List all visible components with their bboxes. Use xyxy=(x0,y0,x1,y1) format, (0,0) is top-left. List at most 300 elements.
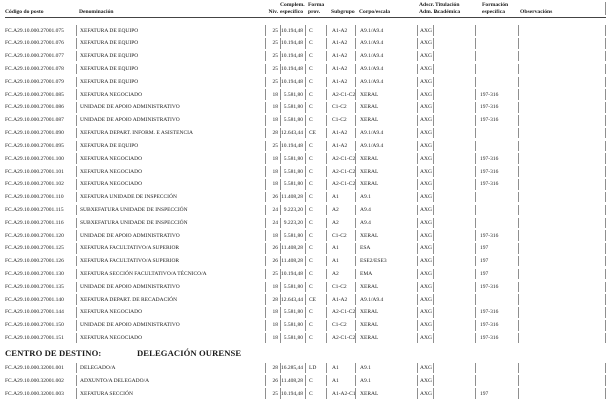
table-row xyxy=(5,204,606,217)
cell-corpo-escala: XERAL xyxy=(355,89,417,100)
header-adscr-adm-p-line2: Adm. P. xyxy=(419,8,438,15)
cell-forma-prov: C xyxy=(305,218,326,229)
cell-denominacion: SUBXEFATURA UNIDADE DE INSPECCIÓN xyxy=(76,205,265,216)
cell-forma-prov: LD xyxy=(305,363,326,374)
cell-niv: 25 xyxy=(265,269,280,280)
cell-observacions xyxy=(518,77,606,88)
cell-forma-prov: C xyxy=(305,307,326,318)
cell-observacions xyxy=(518,243,606,254)
cell-corpo-escala: A9.1/A9.4 xyxy=(355,51,417,62)
header-denominacion-line2: Denominación xyxy=(79,8,114,15)
header-complem-especifico xyxy=(280,2,305,15)
cell-niv: 25 xyxy=(265,141,280,152)
cell-codigo: FC.A29.10.000.27001.101 xyxy=(5,168,64,175)
cell-titulacion-academica xyxy=(433,128,475,139)
cell-forma-prov: C xyxy=(305,64,326,75)
cell-titulacion-academica xyxy=(433,179,475,190)
cell-codigo: FC.A29.10.000.27001.150 xyxy=(5,322,64,329)
cell-corpo-escala: A9.1 xyxy=(355,192,417,203)
table-row xyxy=(5,165,606,178)
cell-titulacion-academica xyxy=(433,141,475,152)
cell-corpo-escala: A9.1/A9.4 xyxy=(355,141,417,152)
cell-formacion-especifica: 197-316 xyxy=(475,153,518,164)
cell-denominacion: XEFATURA FACULTATIVO/A SUPERIOR xyxy=(76,256,265,267)
cell-corpo-escala: A9.1/A9.4 xyxy=(355,64,417,75)
cell-subgrupo: A2 xyxy=(326,205,355,216)
cell-titulacion-academica xyxy=(433,89,475,100)
cell-subgrupo: A1 xyxy=(326,363,355,374)
cell-subgrupo: A2-C1-C2 xyxy=(326,166,355,177)
cell-observacions xyxy=(518,141,606,152)
cell-denominacion: XEFATURA DE EQUIPO xyxy=(76,141,265,152)
cell-complem-especifico: 5.581,80 xyxy=(280,307,305,318)
cell-subgrupo: A2 xyxy=(326,218,355,229)
cell-titulacion-academica xyxy=(433,333,475,344)
header-corpo-escala xyxy=(355,2,417,15)
cell-formacion-especifica: 197 xyxy=(475,269,518,280)
cell-observacions xyxy=(518,218,606,229)
table-row xyxy=(5,88,606,101)
header-subgrupo-line1 xyxy=(331,2,355,9)
header-niv xyxy=(265,2,280,15)
header-titulacion-academica-line1: Titulación xyxy=(435,2,460,8)
cell-titulacion-academica xyxy=(433,294,475,305)
header-formacion-especifica xyxy=(475,2,518,15)
cell-forma-prov: CE xyxy=(305,128,326,139)
header-complem-especifico-line2: específico xyxy=(280,8,303,15)
cell-observacions xyxy=(518,363,606,374)
cell-codigo: FC.A29.10.000.27001.077 xyxy=(5,53,64,60)
cell-denominacion: XEFATURA NEGOCIADO xyxy=(76,333,265,344)
table-row xyxy=(5,387,606,400)
cell-observacions xyxy=(518,375,606,386)
cell-formacion-especifica xyxy=(475,25,518,36)
cell-adscr-adm-p: AXG xyxy=(417,115,433,126)
cell-observacions xyxy=(518,192,606,203)
cell-titulacion-academica xyxy=(433,282,475,293)
cell-niv: 26 xyxy=(265,375,280,386)
table-row xyxy=(5,374,606,387)
cell-corpo-escala: A9.4 xyxy=(355,218,417,229)
cell-adscr-adm-p: AXG xyxy=(417,153,433,164)
table-body xyxy=(5,18,606,400)
cell-adscr-adm-p: AXG xyxy=(417,141,433,152)
cell-complem-especifico: 5.581,80 xyxy=(280,102,305,113)
cell-titulacion-academica xyxy=(433,166,475,177)
table-row xyxy=(5,127,606,140)
cell-observacions xyxy=(518,205,606,216)
cell-corpo-escala: XERAL xyxy=(355,102,417,113)
cell-denominacion: ADXUNTO/A DELEGADO/A xyxy=(76,375,265,386)
cell-denominacion: XEFATURA NEGOCIADO xyxy=(76,179,265,190)
cell-niv: 25 xyxy=(265,38,280,49)
cell-observacions xyxy=(518,320,606,331)
header-corpo-escala-line2: Corpo/escala xyxy=(359,8,391,15)
cell-observacions xyxy=(518,51,606,62)
cell-codigo: FC.A29.10.000.27001.110 xyxy=(5,194,64,201)
cell-subgrupo: A1-A2 xyxy=(326,38,355,49)
cell-complem-especifico: 10.194,48 xyxy=(280,38,305,49)
cell-adscr-adm-p: AXG xyxy=(417,38,433,49)
cell-titulacion-academica xyxy=(433,269,475,280)
cell-codigo: FC.A29.10.000.27001.135 xyxy=(5,283,64,290)
cell-forma-prov: C xyxy=(305,282,326,293)
cell-corpo-escala: A9.1/A9.4 xyxy=(355,294,417,305)
cell-observacions xyxy=(518,333,606,344)
cell-corpo-escala: XERAL xyxy=(355,282,417,293)
header-titulacion-academica xyxy=(433,2,475,15)
cell-complem-especifico: 5.581,80 xyxy=(280,153,305,164)
header-codigo xyxy=(5,2,76,15)
cell-forma-prov: C xyxy=(305,179,326,190)
cell-adscr-adm-p: AXG xyxy=(417,243,433,254)
cell-niv: 28 xyxy=(265,128,280,139)
cell-formacion-especifica xyxy=(475,218,518,229)
table-row xyxy=(5,114,606,127)
cell-codigo: FC.A29.10.000.32001.002 xyxy=(5,377,64,384)
cell-formacion-especifica xyxy=(475,294,518,305)
table-row xyxy=(5,242,606,255)
cell-adscr-adm-p: AXG xyxy=(417,128,433,139)
cell-denominacion: XEFATURA SECCIÓN FACULTATIVO/A TÉCNICO/A xyxy=(76,269,265,280)
cell-subgrupo: C1-C2 xyxy=(326,102,355,113)
table-row xyxy=(5,24,606,37)
cell-forma-prov: C xyxy=(305,102,326,113)
cell-observacions xyxy=(518,179,606,190)
cell-adscr-adm-p: AXG xyxy=(417,269,433,280)
cell-niv: 18 xyxy=(265,166,280,177)
cell-codigo: FC.A29.10.000.27001.095 xyxy=(5,142,64,149)
cell-adscr-adm-p: AXG xyxy=(417,333,433,344)
cell-denominacion: XEFATURA DE EQUIPO xyxy=(76,38,265,49)
table-row xyxy=(5,280,606,293)
cell-codigo: FC.A29.10.000.27001.120 xyxy=(5,232,64,239)
cell-forma-prov: C xyxy=(305,77,326,88)
cell-codigo: FC.A29.10.000.27001.075 xyxy=(5,27,64,34)
cell-complem-especifico: 5.581,80 xyxy=(280,115,305,126)
cell-forma-prov: C xyxy=(305,141,326,152)
cell-forma-prov: C xyxy=(305,205,326,216)
cell-complem-especifico: 10.194,48 xyxy=(280,388,305,399)
cell-denominacion: XEFATURA DE EQUIPO xyxy=(76,25,265,36)
cell-observacions xyxy=(518,256,606,267)
cell-subgrupo: C1-C2 xyxy=(326,282,355,293)
cell-corpo-escala: XERAL xyxy=(355,333,417,344)
cell-subgrupo: A1-A2 xyxy=(326,25,355,36)
cell-titulacion-academica xyxy=(433,218,475,229)
header-codigo-line2: Código do posto xyxy=(5,8,44,15)
table-header xyxy=(5,2,606,18)
cell-complem-especifico: 10.194,48 xyxy=(280,77,305,88)
cell-formacion-especifica xyxy=(475,51,518,62)
centro-de-destino-label: CENTRO DE DESTINO: xyxy=(5,348,102,358)
cell-formacion-especifica xyxy=(475,128,518,139)
cell-niv: 26 xyxy=(265,243,280,254)
cell-titulacion-academica xyxy=(433,38,475,49)
cell-observacions xyxy=(518,388,606,399)
cell-subgrupo: A1-A2 xyxy=(326,128,355,139)
cell-observacions xyxy=(518,153,606,164)
cell-forma-prov: C xyxy=(305,38,326,49)
cell-adscr-adm-p: AXG xyxy=(417,64,433,75)
cell-denominacion: XEFATURA FACULTATIVO/A SUPERIOR xyxy=(76,243,265,254)
cell-denominacion: UNIDADE DE APOIO ADMINISTRATIVO xyxy=(76,320,265,331)
cell-subgrupo: A2-C1-C2 xyxy=(326,89,355,100)
cell-niv: 18 xyxy=(265,179,280,190)
header-forma-prov-line1: Forma xyxy=(308,2,325,8)
cell-adscr-adm-p: AXG xyxy=(417,192,433,203)
cell-denominacion: XEFATURA DEPART. DE RECADACIÓN xyxy=(76,294,265,305)
cell-niv: 24 xyxy=(265,218,280,229)
cell-formacion-especifica: 197-316 xyxy=(475,320,518,331)
table-row xyxy=(5,306,606,319)
cell-codigo: FC.A29.10.000.27001.125 xyxy=(5,245,64,252)
cell-niv: 26 xyxy=(265,256,280,267)
cell-codigo: FC.A29.10.000.32001.003 xyxy=(5,390,64,397)
cell-denominacion: XEFATURA UNIDADE DE INSPECCIÓN xyxy=(76,192,265,203)
cell-titulacion-academica xyxy=(433,25,475,36)
table-row xyxy=(5,319,606,332)
cell-adscr-adm-p: AXG xyxy=(417,218,433,229)
cell-codigo: FC.A29.10.000.27001.140 xyxy=(5,296,64,303)
cell-adscr-adm-p: AXG xyxy=(417,166,433,177)
cell-corpo-escala: ESA xyxy=(355,243,417,254)
cell-corpo-escala: A9.4 xyxy=(355,205,417,216)
header-forma-prov-line2: prov. xyxy=(308,8,321,15)
cell-formacion-especifica: 197 xyxy=(475,243,518,254)
cell-adscr-adm-p: AXG xyxy=(417,320,433,331)
cell-niv: 28 xyxy=(265,363,280,374)
cell-formacion-especifica xyxy=(475,192,518,203)
cell-observacions xyxy=(518,307,606,318)
cell-complem-especifico: 10.194,48 xyxy=(280,51,305,62)
cell-denominacion: UNIDADE DE APOIO ADMINISTRATIVO xyxy=(76,230,265,241)
cell-codigo: FC.A29.10.000.27001.087 xyxy=(5,117,64,124)
cell-complem-especifico: 5.581,80 xyxy=(280,166,305,177)
cell-complem-especifico: 5.581,80 xyxy=(280,230,305,241)
cell-observacions xyxy=(518,294,606,305)
header-denominacion xyxy=(76,2,265,15)
cell-forma-prov: C xyxy=(305,153,326,164)
cell-forma-prov: C xyxy=(305,375,326,386)
cell-titulacion-academica xyxy=(433,64,475,75)
cell-denominacion: SUBXEFATURA UNIDADE DE INSPECCIÓN xyxy=(76,218,265,229)
cell-niv: 18 xyxy=(265,115,280,126)
cell-titulacion-academica xyxy=(433,256,475,267)
cell-corpo-escala: A9.1/A9.4 xyxy=(355,38,417,49)
cell-observacions xyxy=(518,269,606,280)
cell-adscr-adm-p: AXG xyxy=(417,282,433,293)
cell-observacions xyxy=(518,282,606,293)
cell-adscr-adm-p: AXG xyxy=(417,307,433,318)
cell-codigo: FC.A29.10.000.27001.115 xyxy=(5,206,64,213)
cell-titulacion-academica xyxy=(433,243,475,254)
cell-codigo: FC.A29.10.000.27001.079 xyxy=(5,78,64,85)
cell-subgrupo: A1-A2-C1 xyxy=(326,388,355,399)
cell-niv: 18 xyxy=(265,333,280,344)
table-row xyxy=(5,191,606,204)
cell-corpo-escala: A9.1/A9.4 xyxy=(355,77,417,88)
centro-de-destino-heading xyxy=(5,345,606,362)
cell-adscr-adm-p: AXG xyxy=(417,102,433,113)
table-row xyxy=(5,332,606,345)
cell-denominacion: XEFATURA DE EQUIPO xyxy=(76,51,265,62)
cell-denominacion: XEFATURA NEGOCIADO xyxy=(76,153,265,164)
rpt-table xyxy=(5,2,606,400)
cell-subgrupo: A2-C1-C2 xyxy=(326,333,355,344)
cell-complem-especifico: 16.285,44 xyxy=(280,363,305,374)
table-row xyxy=(5,152,606,165)
cell-subgrupo: A2-C1-C2 xyxy=(326,153,355,164)
cell-subgrupo: A1-A2 xyxy=(326,51,355,62)
cell-subgrupo: A1 xyxy=(326,375,355,386)
cell-corpo-escala: XERAL xyxy=(355,179,417,190)
cell-formacion-especifica: 197-316 xyxy=(475,333,518,344)
cell-niv: 26 xyxy=(265,192,280,203)
cell-formacion-especifica xyxy=(475,77,518,88)
cell-subgrupo: A1 xyxy=(326,256,355,267)
cell-forma-prov: C xyxy=(305,192,326,203)
cell-codigo: FC.A29.10.000.27001.090 xyxy=(5,130,64,137)
header-subgrupo xyxy=(326,2,355,15)
header-niv-line2: Niv. xyxy=(268,8,278,15)
cell-titulacion-academica xyxy=(433,102,475,113)
cell-codigo: FC.A29.10.000.27001.116 xyxy=(5,219,64,226)
cell-adscr-adm-p: AXG xyxy=(417,230,433,241)
cell-niv: 25 xyxy=(265,64,280,75)
cell-subgrupo: A1-A2 xyxy=(326,64,355,75)
cell-niv: 25 xyxy=(265,51,280,62)
cell-adscr-adm-p: AXG xyxy=(417,294,433,305)
header-observacions-line2: Observacións xyxy=(520,8,553,15)
cell-codigo: FC.A29.10.000.27001.126 xyxy=(5,258,64,265)
header-niv-line1 xyxy=(265,2,278,9)
cell-formacion-especifica: 197-316 xyxy=(475,102,518,113)
cell-complem-especifico: 5.581,80 xyxy=(280,333,305,344)
cell-forma-prov: C xyxy=(305,230,326,241)
table-row xyxy=(5,229,606,242)
cell-adscr-adm-p: AXG xyxy=(417,179,433,190)
header-observacions xyxy=(518,2,606,15)
cell-titulacion-academica xyxy=(433,205,475,216)
cell-adscr-adm-p: AXG xyxy=(417,363,433,374)
cell-observacions xyxy=(518,38,606,49)
centro-de-destino-value: DELEGACIÓN OURENSE xyxy=(137,348,242,358)
cell-niv: 18 xyxy=(265,89,280,100)
cell-adscr-adm-p: AXG xyxy=(417,89,433,100)
cell-corpo-escala: XERAL xyxy=(355,320,417,331)
cell-corpo-escala: A9.1 xyxy=(355,375,417,386)
cell-niv: 18 xyxy=(265,282,280,293)
cell-denominacion: UNIDADE DE APOIO ADMINISTRATIVO xyxy=(76,102,265,113)
cell-niv: 18 xyxy=(265,153,280,164)
cell-complem-especifico: 9.223,20 xyxy=(280,205,305,216)
cell-observacions xyxy=(518,89,606,100)
cell-subgrupo: A2-C1-C2 xyxy=(326,179,355,190)
cell-observacions xyxy=(518,25,606,36)
cell-observacions xyxy=(518,115,606,126)
cell-forma-prov: C xyxy=(305,320,326,331)
cell-corpo-escala: XERAL xyxy=(355,166,417,177)
cell-niv: 28 xyxy=(265,294,280,305)
header-codigo-line1 xyxy=(5,2,76,9)
cell-observacions xyxy=(518,102,606,113)
table-row xyxy=(5,293,606,306)
cell-complem-especifico: 10.194,48 xyxy=(280,64,305,75)
cell-titulacion-academica xyxy=(433,51,475,62)
table-row xyxy=(5,268,606,281)
table-row xyxy=(5,37,606,50)
cell-formacion-especifica: 197-316 xyxy=(475,282,518,293)
cell-codigo: FC.A29.10.000.27001.085 xyxy=(5,91,64,98)
cell-formacion-especifica xyxy=(475,141,518,152)
cell-titulacion-academica xyxy=(433,388,475,399)
cell-titulacion-academica xyxy=(433,307,475,318)
cell-formacion-especifica: 197 xyxy=(475,388,518,399)
cell-titulacion-academica xyxy=(433,363,475,374)
cell-codigo: FC.A29.10.000.27001.130 xyxy=(5,271,64,278)
cell-observacions xyxy=(518,230,606,241)
cell-forma-prov: C xyxy=(305,388,326,399)
table-row xyxy=(5,178,606,191)
cell-complem-especifico: 5.581,80 xyxy=(280,179,305,190)
header-forma-prov xyxy=(305,2,326,15)
cell-subgrupo: A1-A2 xyxy=(326,77,355,88)
table-row xyxy=(5,63,606,76)
cell-corpo-escala: XERAL xyxy=(355,115,417,126)
cell-subgrupo: C1-C2 xyxy=(326,320,355,331)
cell-complem-especifico: 10.194,48 xyxy=(280,269,305,280)
cell-complem-especifico: 12.643,44 xyxy=(280,294,305,305)
cell-forma-prov: C xyxy=(305,256,326,267)
cell-niv: 18 xyxy=(265,102,280,113)
cell-formacion-especifica: 197-316 xyxy=(475,307,518,318)
cell-corpo-escala: A9.1/A9.4 xyxy=(355,128,417,139)
cell-forma-prov: C xyxy=(305,333,326,344)
cell-formacion-especifica xyxy=(475,375,518,386)
cell-complem-especifico: 11.408,28 xyxy=(280,192,305,203)
cell-formacion-especifica: 197 xyxy=(475,256,518,267)
cell-complem-especifico: 11.408,28 xyxy=(280,243,305,254)
cell-corpo-escala: EMA xyxy=(355,269,417,280)
cell-denominacion: XEFATURA NEGOCIADO xyxy=(76,89,265,100)
cell-complem-especifico: 10.194,48 xyxy=(280,141,305,152)
cell-codigo: FC.A29.10.000.27001.076 xyxy=(5,40,64,47)
cell-codigo: FC.A29.10.000.27001.086 xyxy=(5,104,64,111)
cell-complem-especifico: 12.643,44 xyxy=(280,128,305,139)
cell-adscr-adm-p: AXG xyxy=(417,256,433,267)
cell-codigo: FC.A29.10.000.27001.144 xyxy=(5,309,64,316)
cell-corpo-escala: XERAL xyxy=(355,388,417,399)
cell-observacions xyxy=(518,64,606,75)
cell-corpo-escala: XERAL xyxy=(355,230,417,241)
cell-subgrupo: A1-A2 xyxy=(326,294,355,305)
table-row xyxy=(5,101,606,114)
table-row xyxy=(5,216,606,229)
cell-adscr-adm-p: AXG xyxy=(417,388,433,399)
cell-corpo-escala: ESE2/ESE3 xyxy=(355,256,417,267)
cell-denominacion: XEFATURA NEGOCIADO xyxy=(76,166,265,177)
cell-complem-especifico: 9.223,20 xyxy=(280,218,305,229)
header-subgrupo-line2: Subgrupo xyxy=(331,8,355,15)
cell-forma-prov: C xyxy=(305,243,326,254)
table-row xyxy=(5,50,606,63)
cell-complem-especifico: 10.194,48 xyxy=(280,25,305,36)
header-formacion-especifica-line2: específica xyxy=(482,8,505,15)
cell-niv: 25 xyxy=(265,25,280,36)
table-row xyxy=(5,140,606,153)
cell-denominacion: XEFATURA DEPART. INFORM. E ASISTENCIA xyxy=(76,128,265,139)
